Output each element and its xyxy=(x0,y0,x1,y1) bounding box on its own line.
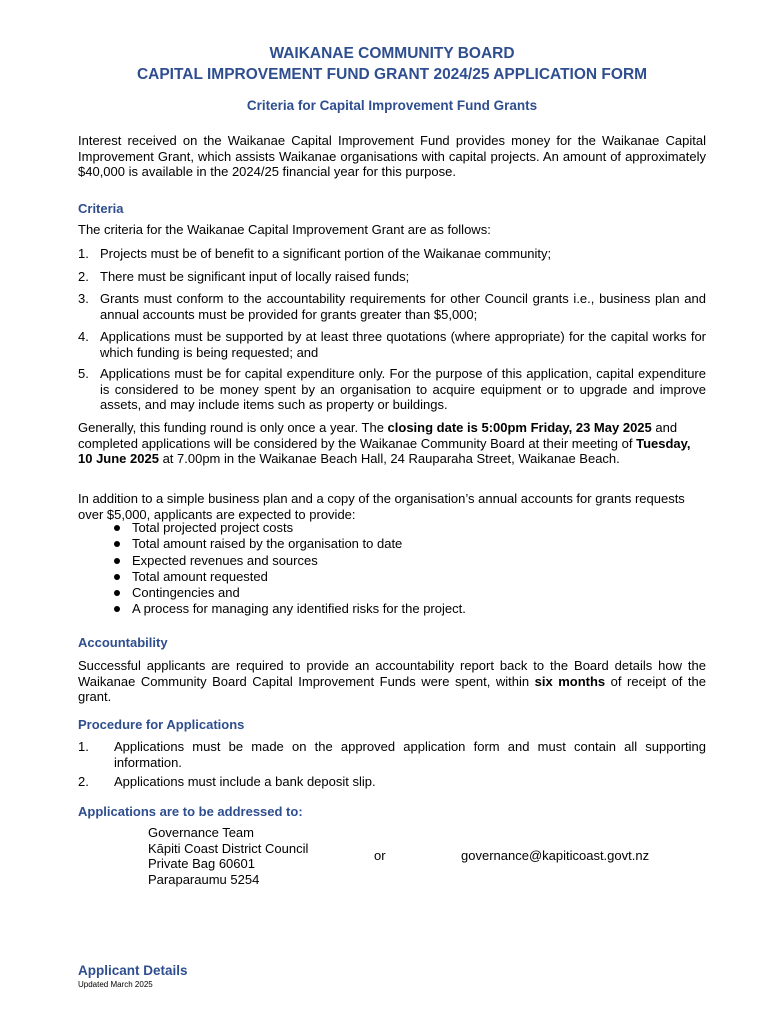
procedure-item xyxy=(78,739,706,770)
procedure-heading: Procedure for Applications xyxy=(78,717,245,732)
accountability-paragraph xyxy=(78,658,706,705)
criteria-item-number: 1. xyxy=(78,246,89,261)
funding-text-2: and completed applications will be considered by the Waikanae Community Board at their meeting of xyxy=(78,420,678,451)
funding-paragraph xyxy=(78,420,706,467)
procedure-item-text: Applications must include a bank deposit slip. xyxy=(114,774,376,789)
meeting-date: Tuesday, 10 June 2025 xyxy=(78,435,691,466)
criteria-heading: Criteria xyxy=(78,201,124,216)
list-item: Expected revenues and sources xyxy=(78,553,706,569)
criteria-item-number: 3. xyxy=(78,291,89,306)
document-title-line2: CAPITAL IMPROVEMENT FUND GRANT 2024/25 APPLICATION FORM xyxy=(136,66,648,83)
procedure-item-number: 2. xyxy=(78,774,89,789)
list-item: Total amount raised by the organisation to date xyxy=(78,536,706,552)
criteria-item-text: Applications must be for capital expenditure only. For the purpose of this application, capital expenditure is considered to be money spent by an organisation to acquire equipment or to upgrade and improve assets, and may include items such as property or buildings. xyxy=(100,366,706,412)
criteria-lead: The criteria for the Waikanae Capital Improvement Grant are as follows: xyxy=(78,222,491,237)
or-separator: or xyxy=(374,848,386,863)
criteria-item-text: There must be significant input of locally raised funds; xyxy=(100,269,410,284)
criteria-item xyxy=(78,269,706,285)
criteria-item-number: 2. xyxy=(78,269,89,284)
address-line: Governance Team xyxy=(148,825,254,840)
closing-date: closing date is 5:00pm Friday, 23 May 2025 xyxy=(387,420,652,435)
address-line: Paraparaumu 5254 xyxy=(148,871,260,887)
accountability-text-2: of receipt of the grant. xyxy=(78,673,706,704)
criteria-item-text: Grants must conform to the accountability requirements for other Council grants i.e., business plan and annual accounts must be provided for grants greater than $5,000; xyxy=(100,291,706,322)
criteria-item-number: 5. xyxy=(78,366,89,381)
intro-paragraph: Interest received on the Waikanae Capital Improvement Fund provides money for the Waikanae Capital Improvement Grant, which assists Waikanae organisations with capital projects. An amount of approximately $40,000 is available in the 2024/25 financial year for this purpose. xyxy=(78,133,706,179)
accountability-heading: Accountability xyxy=(78,635,168,650)
requirements-list xyxy=(78,520,706,618)
list-item: Contingencies and xyxy=(78,585,706,601)
criteria-item xyxy=(78,329,706,360)
procedure-item xyxy=(78,774,706,790)
criteria-item xyxy=(78,366,706,413)
postal-address xyxy=(148,825,308,887)
address-line: Private Bag 60601 xyxy=(148,856,255,871)
document-title-line1: WAIKANAE COMMUNITY BOARD xyxy=(269,45,515,62)
funding-text-1: Generally, this funding round is only once a year. The xyxy=(78,420,388,435)
list-item: Total amount requested xyxy=(78,569,706,585)
criteria-item-text: Projects must be of benefit to a significant portion of the Waikanae community; xyxy=(100,246,552,261)
criteria-subtitle: Criteria for Capital Improvement Fund Grants xyxy=(246,98,538,113)
applicant-details-heading: Applicant Details xyxy=(78,963,188,978)
email-address: governance@kapiticoast.govt.nz xyxy=(461,848,650,863)
funding-text-3: at 7.00pm in the Waikanae Beach Hall, 24 Rauparaha Street, Waikanae Beach. xyxy=(158,451,620,466)
six-months: six months xyxy=(534,673,606,689)
procedure-item-text: Applications must be made on the approved application form and must contain all supporting information. xyxy=(114,739,706,770)
criteria-item xyxy=(78,246,706,262)
accountability-text-1: Successful applicants are required to provide an accountability report back to the Board details how the Waikanae Community Board Capital Improvement Funds were spent, within xyxy=(78,658,706,689)
criteria-item-number: 4. xyxy=(78,329,89,344)
procedure-item-number: 1. xyxy=(78,739,89,754)
updated-note: Updated March 2025 xyxy=(78,980,153,989)
address-line: Kāpiti Coast District Council xyxy=(148,840,309,856)
criteria-item xyxy=(78,291,706,322)
address-heading: Applications are to be addressed to: xyxy=(78,804,303,819)
criteria-item-text: Applications must be supported by at least three quotations (where appropriate) for the capital works for which funding is being requested; and xyxy=(100,329,706,360)
list-item: A process for managing any identified risks for the project. xyxy=(78,601,706,617)
list-item: Total projected project costs xyxy=(78,520,706,536)
additional-lead: In addition to a simple business plan and a copy of the organisation’s annual accounts for grants requests over $5,000, applicants are expected to provide: xyxy=(78,491,685,522)
